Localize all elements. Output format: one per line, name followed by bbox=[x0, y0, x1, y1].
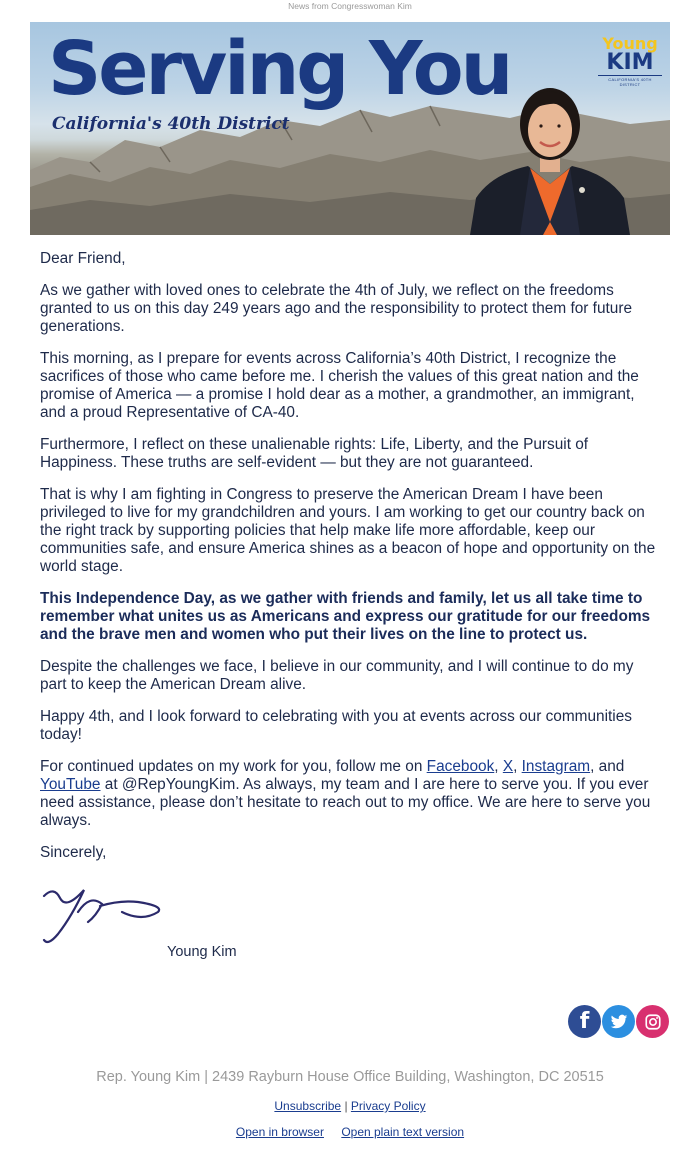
paragraph-5-bold: This Independence Day, as we gather with friends and family, let us all take time to remember what unites us as Americans and express our gratitude for our freedoms and the brave men and women who put their lives on the line to protect us. bbox=[40, 590, 651, 643]
youtube-link[interactable]: YouTube bbox=[40, 776, 101, 793]
greeting: Dear Friend, bbox=[40, 250, 126, 267]
separator-3: , and bbox=[590, 758, 625, 775]
paragraph-2: This morning, as I prepare for events across California’s 40th District, I recognize the sacrifices of those who came before me. I cherish the values of this great nation and the promise of America — a promise I hold dear as a mother, a grandmother, an immigrant, and a proud Representative of CA-40. bbox=[40, 350, 639, 421]
signature-image bbox=[40, 882, 170, 948]
facebook-link[interactable]: Facebook bbox=[426, 758, 495, 775]
instagram-icon[interactable] bbox=[636, 1005, 669, 1038]
paragraph-7: Happy 4th, and I look forward to celebrating with you at events across our communities today! bbox=[40, 708, 632, 743]
instagram-link[interactable]: Instagram bbox=[521, 758, 591, 775]
preheader-text: News from Congresswoman Kim bbox=[288, 1, 412, 11]
twitter-icon[interactable] bbox=[602, 1005, 635, 1038]
x-link[interactable]: X bbox=[502, 758, 514, 775]
separator-2: , bbox=[513, 758, 522, 775]
facebook-icon[interactable]: f bbox=[568, 1005, 601, 1038]
unsubscribe-link[interactable]: Unsubscribe bbox=[274, 1099, 342, 1113]
footer-links-row-2 bbox=[0, 1125, 700, 1139]
signature-name: Young Kim bbox=[167, 944, 237, 960]
social-intro-text: For continued updates on my work for you, follow me on bbox=[40, 758, 427, 775]
plain-text-link[interactable]: Open plain text version bbox=[341, 1125, 465, 1139]
separator-1: , bbox=[494, 758, 503, 775]
portrait-image bbox=[470, 62, 630, 235]
closing: Sincerely, bbox=[40, 844, 107, 861]
banner-title: Serving You bbox=[48, 26, 511, 112]
open-in-browser-link[interactable]: Open in browser bbox=[235, 1125, 324, 1139]
paragraph-3: Furthermore, I reflect on these unalienable rights: Life, Liberty, and the Pursuit of Happiness. These truths are self-evident — but they are not guaranteed. bbox=[40, 436, 589, 471]
paragraph-1: As we gather with loved ones to celebrate the 4th of July, we reflect on the freedoms granted to us on this day 249 years ago and the responsibility to protect them for future generations. bbox=[40, 282, 633, 335]
letter-body bbox=[40, 250, 662, 876]
paragraph-4: That is why I am fighting in Congress to preserve the American Dream I have been privileged to live for my grandchildren and yours. I am working to get our country back on the right track by supporting policies that help make life more affordable, keep our communities safe, and ensure America shines as a beacon of hope and opportunity on the world stage. bbox=[40, 486, 656, 575]
footer-divider: | bbox=[344, 1099, 348, 1113]
logo-district-text: CALIFORNIA'S 40TH DISTRICT bbox=[598, 75, 662, 87]
paragraph-8 bbox=[40, 758, 662, 830]
logo-kim-text: KIM bbox=[606, 50, 654, 75]
footer-address: Rep. Young Kim | 2439 Rayburn House Office Building, Washington, DC 20515 bbox=[96, 1069, 604, 1085]
privacy-policy-link[interactable]: Privacy Policy bbox=[350, 1099, 426, 1113]
banner-subtitle: California's 40th District bbox=[52, 114, 290, 134]
social-outro-text: at @RepYoungKim. As always, my team and I are here to serve you. If you ever need assistance, please don’t hesitate to reach out to my office. We are here to serve you always. bbox=[40, 776, 651, 829]
paragraph-6: Despite the challenges we face, I believe in our community, and I will continue to do my part to keep the American Dream alive. bbox=[40, 658, 634, 693]
logo-young-text: Young bbox=[602, 34, 658, 53]
header-banner bbox=[30, 22, 670, 235]
footer-links-row-1 bbox=[0, 1099, 700, 1113]
